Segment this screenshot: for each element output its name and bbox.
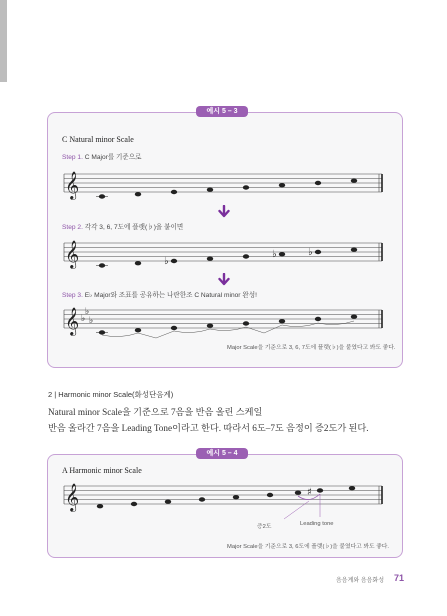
note [207,324,213,328]
note [135,192,141,196]
staff-step-3 [62,300,388,342]
treble-clef-icon: 𝄞 [65,483,80,511]
whole-step-slur [210,327,246,331]
key-signature-flat-icon: ♭ [85,307,90,317]
note [171,259,177,263]
note [207,257,213,261]
note [279,252,285,256]
section-heading: 2 | Harmonic minor Scale(화성단음계) [48,390,174,399]
down-arrow-icon [217,205,231,219]
example-title: A Harmonic minor Scale [62,466,142,475]
note [295,491,301,495]
step-1-label: Step 1. C Major를 기준으로 [62,154,142,161]
note [243,185,249,189]
treble-clef-icon: 𝄞 [65,240,80,268]
note [135,328,141,332]
note [351,179,357,183]
note [171,190,177,194]
example-title: C Natural minor Scale [62,135,134,144]
treble-clef-icon: 𝄞 [65,171,80,199]
note [349,486,355,490]
note [233,495,239,499]
down-arrow-icon [217,273,231,287]
sharp-icon: ♯ [307,487,312,498]
staff-step-2 [62,233,388,271]
step-2-label: Step 2. 각각 3, 6, 7도에 플랫(♭)을 붙이면 [62,224,184,231]
body-line-2: 반음 올라간 7음을 Leading Tone이라고 한다. 따라서 6도–7도 음정이 증2도가 된다. [48,423,369,433]
example-badge: 예시 5 – 4 [196,448,248,459]
half-step-mark [246,325,282,333]
step-3-label: Step 3. E♭ Major와 조표를 공유하는 나란한조 C Natural minor 완성! [62,292,257,299]
note [315,317,321,321]
note [317,488,323,492]
example-caption: Major Scale을 기준으로 3, 6도에 플랫(♭)을 붙였다고 봐도 좋다. [227,544,390,550]
flat-icon: ♭ [308,247,313,258]
note [279,319,285,323]
body-line-1: Natural minor Scale을 기준으로 7음을 반음 올린 스케일 [48,407,263,417]
half-step-mark [138,331,174,338]
note [351,248,357,252]
note [243,321,249,325]
running-footer: 음음계와 음음화성 [336,578,385,584]
whole-step-slur [174,329,210,333]
page-number: 71 [394,573,405,583]
augmented-second-label: 증2도 [257,524,272,530]
note [97,504,103,508]
note [315,250,321,254]
note [315,181,321,185]
staff-step-1 [62,164,388,202]
note [165,500,171,504]
example-caption: Major Scale을 기준으로 3, 6, 7도에 플랫(♭)을 붙였다고 봐도 좋다. [227,345,396,351]
whole-step-slur [318,321,354,325]
flat-icon: ♭ [164,256,169,267]
staff-harmonic-minor [62,476,388,536]
key-signature-flat-icon: ♭ [81,314,86,324]
note [351,315,357,319]
note [199,497,205,501]
note [267,493,273,497]
note [243,254,249,258]
note [279,183,285,187]
whole-step-slur [102,333,138,337]
note [99,194,105,198]
example-badge: 예시 5 – 3 [196,106,248,117]
treble-clef-icon: 𝄞 [65,307,80,335]
key-signature-flat-icon: ♭ [89,316,94,326]
note [99,263,105,267]
leading-tone-label: Leading tone [300,521,334,527]
page-edge-marker [0,0,7,82]
note [131,502,137,506]
note [207,188,213,192]
note [99,330,105,334]
note [171,326,177,330]
flat-icon: ♭ [272,249,277,260]
note [135,261,141,265]
